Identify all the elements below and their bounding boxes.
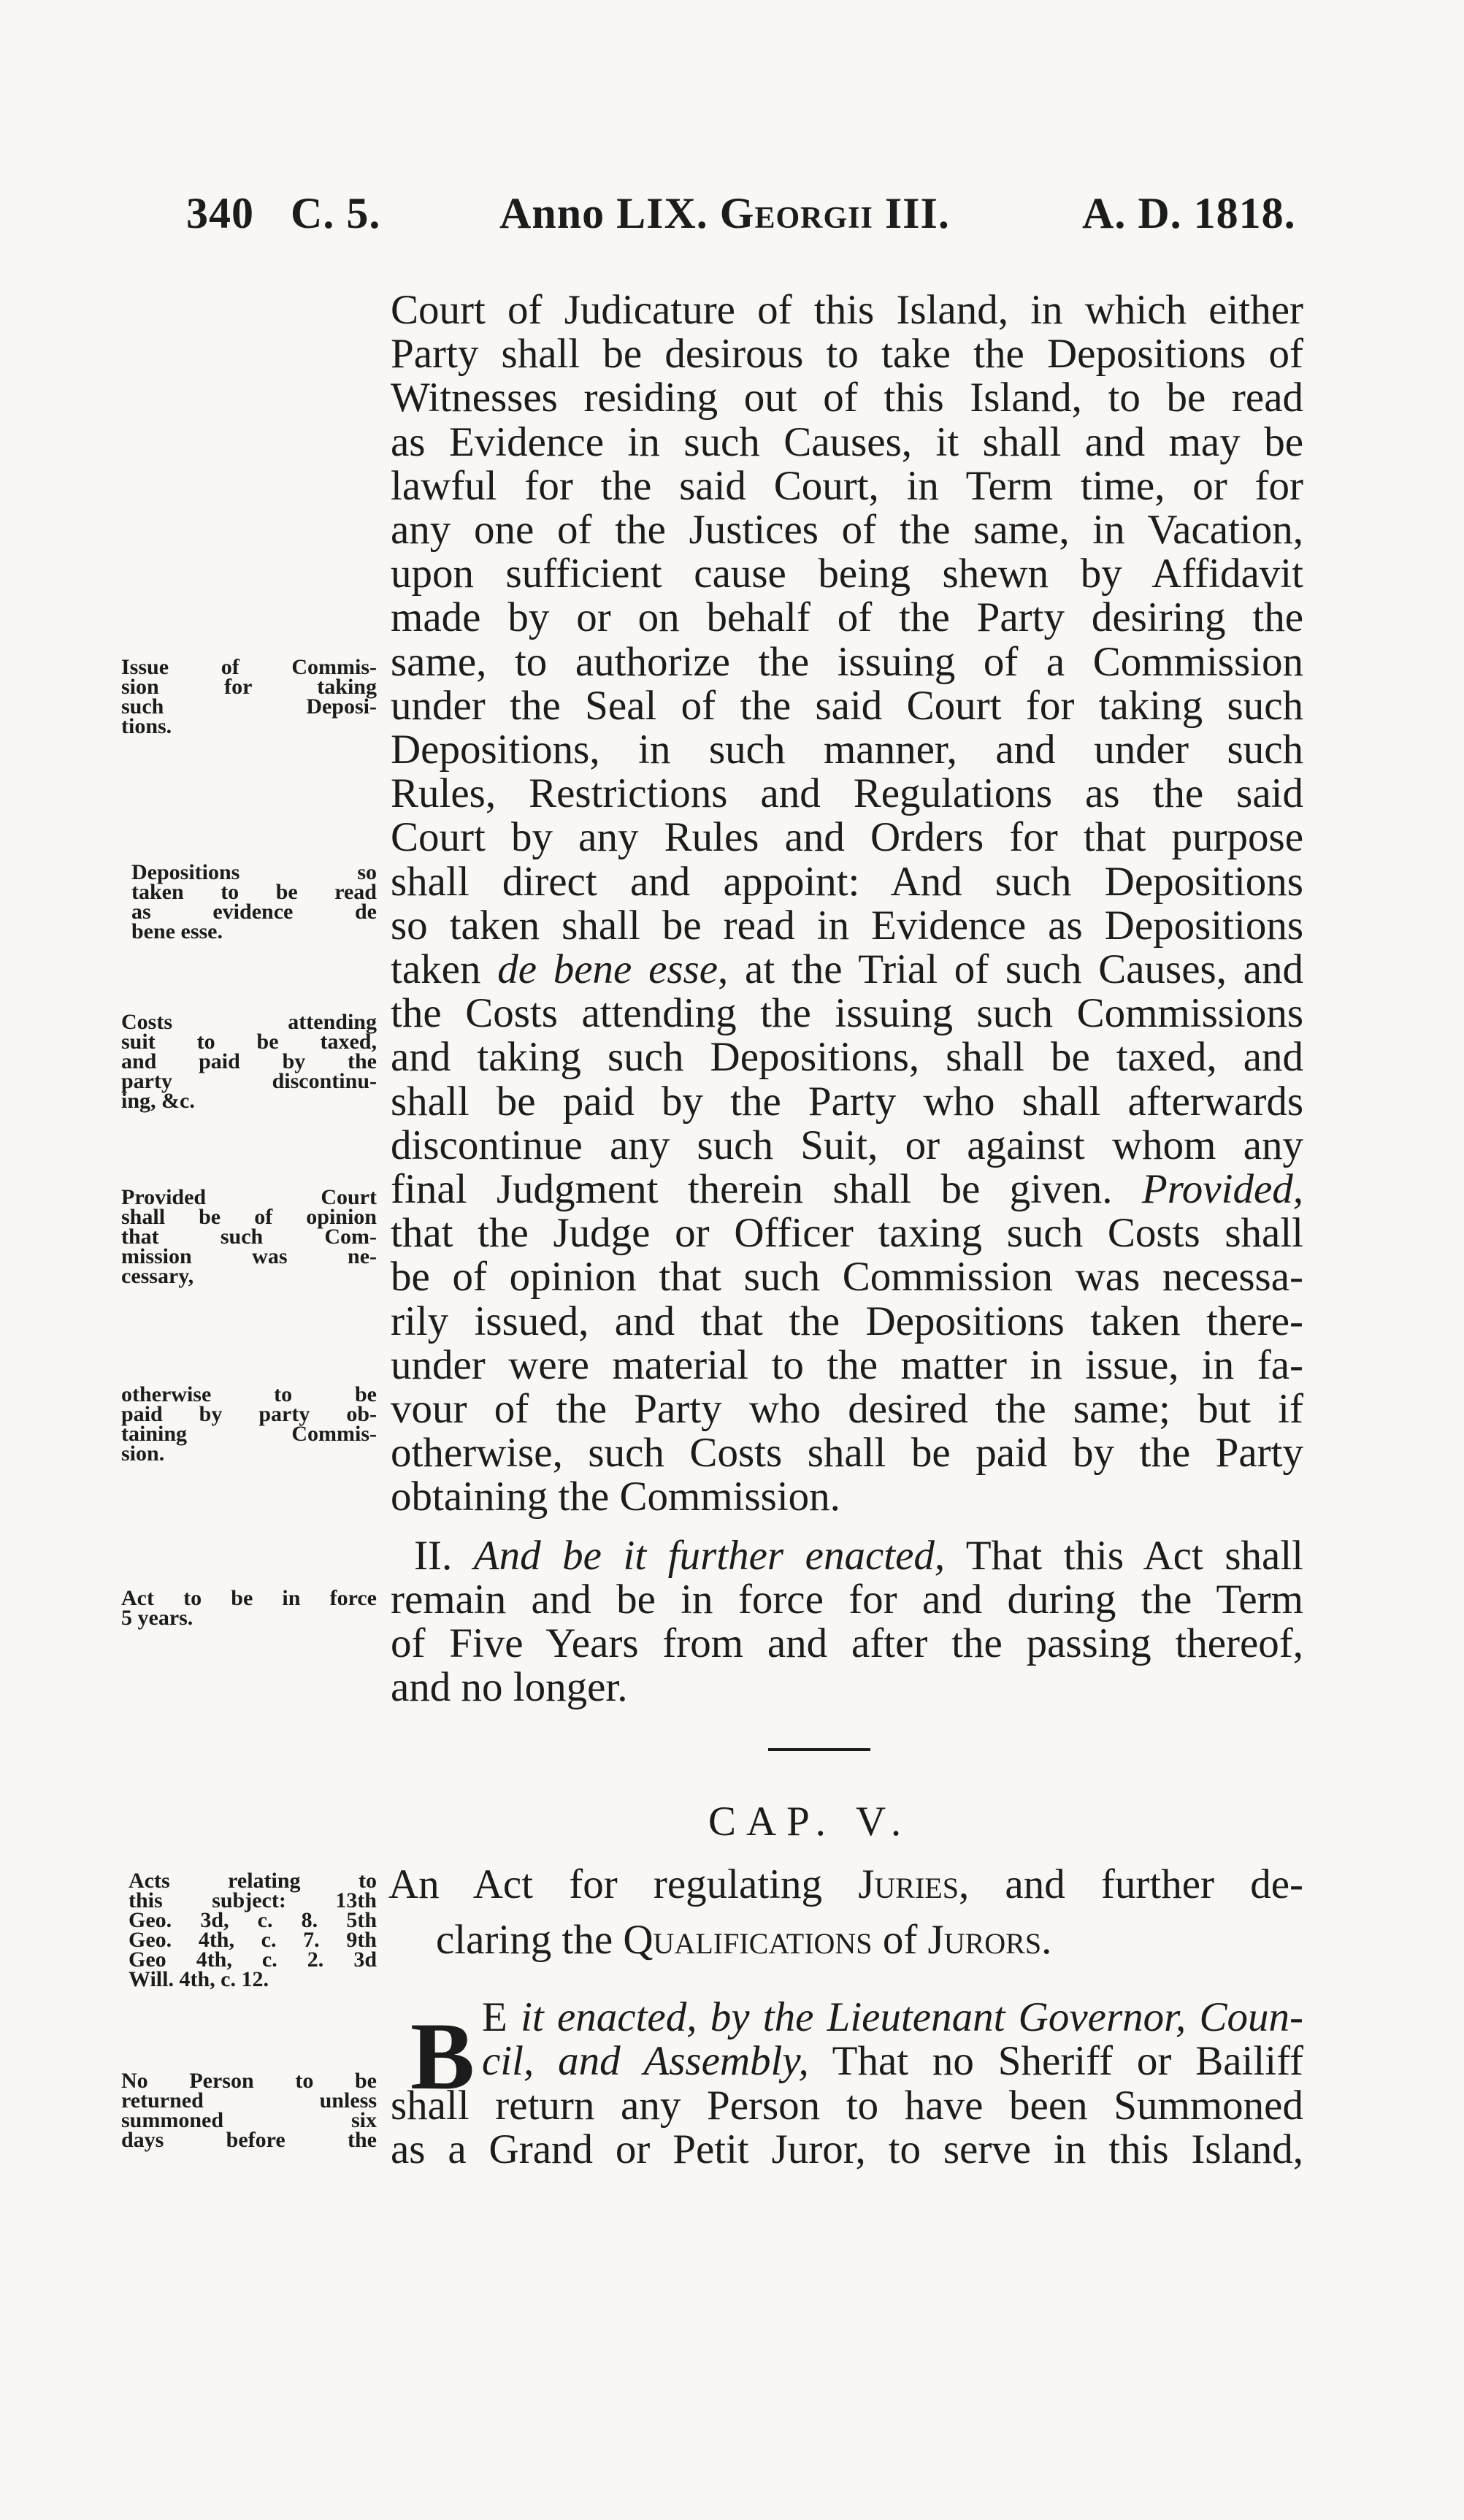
- text-run: final Judgment therein shall be given.: [391, 1166, 1142, 1212]
- section-divider: [768, 1748, 870, 1751]
- margin-note-line: Geo 4th, c. 2. 3d: [129, 1948, 377, 1972]
- margin-note-line: mission was ne-: [121, 1244, 377, 1268]
- margin-note-line: Provided Court: [121, 1185, 377, 1209]
- body-line: as Evidence in such Causes, it shall and may be: [391, 419, 1303, 465]
- margin-note-line: taken to be read: [131, 880, 377, 904]
- chapter-number: C. 5.: [291, 189, 381, 237]
- italic-text-run: Provided,: [1141, 1166, 1303, 1212]
- body-line: Witnesses residing out of this Island, to be read: [391, 375, 1303, 421]
- body-line: remain and be in force for and during the Term: [391, 1577, 1303, 1623]
- body-line: Rules, Restrictions and Regulations as the said: [391, 770, 1303, 816]
- margin-note-line: sion.: [121, 1441, 165, 1466]
- margin-note-line: No Person to be: [121, 2069, 377, 2093]
- running-title: [499, 191, 950, 235]
- text-run: E: [482, 1994, 521, 2040]
- margin-note: [121, 1382, 377, 1466]
- margin-note-line: Acts relating to: [129, 1869, 377, 1893]
- text-run: That no Sheriff or Bailiff: [808, 2038, 1303, 2084]
- body-line: of Five Years from and after the passing thereof,: [391, 1620, 1303, 1666]
- margin-note-line: as evidence de: [131, 900, 377, 924]
- section-number: II.: [414, 1533, 474, 1579]
- italic-text-run: cil, and Assembly,: [482, 2038, 809, 2084]
- margin-note-line: sion for taking: [121, 675, 377, 699]
- italic-text-run: de bene esse: [497, 946, 718, 992]
- margin-note-line: Will. 4th, c. 12.: [129, 1967, 269, 1991]
- margin-note-line: days before the: [121, 2128, 377, 2152]
- margin-note-line: this subject: 13th: [129, 1888, 377, 1912]
- body-line: shall return any Person to have been Summoned: [391, 2083, 1303, 2129]
- drop-cap: B: [410, 2002, 475, 2110]
- margin-note-line: otherwise to be: [121, 1382, 377, 1406]
- margin-note: [121, 657, 377, 736]
- text-run: .: [1041, 1917, 1052, 1963]
- body-line: otherwise, such Costs shall be paid by the Party: [391, 1430, 1303, 1476]
- body-line: [391, 1168, 1303, 1210]
- margin-note-line: party discontinu-: [121, 1069, 377, 1093]
- margin-note-line: Geo. 4th, c. 7. 9th: [129, 1928, 377, 1952]
- running-title-prefix: Anno LIX.: [499, 189, 708, 237]
- body-line: shall be paid by the Party who shall afterwards: [391, 1079, 1303, 1125]
- body-line: vour of the Party who desired the same; but if: [391, 1386, 1303, 1432]
- body-line: rily issued, and that the Depositions taken there-: [391, 1298, 1303, 1344]
- body-line: be of opinion that such Commission was necessa-: [391, 1254, 1303, 1300]
- body-line: so taken shall be read in Evidence as Depositions: [391, 903, 1303, 949]
- margin-note-line: tions.: [121, 714, 172, 738]
- small-caps-run: Jurors: [927, 1917, 1042, 1963]
- text-run: An Act for regulating: [388, 1861, 859, 1907]
- body-line: as a Grand or Petit Juror, to serve in this Island,: [391, 2126, 1303, 2172]
- body-line: Court by any Rules and Orders for that purpose: [391, 814, 1303, 860]
- margin-note-line: suit to be taxed,: [121, 1030, 377, 1054]
- body-line: made by or on behalf of the Party desiring the: [391, 594, 1303, 640]
- body-line: shall direct and appoint: And such Depositions: [391, 859, 1303, 905]
- margin-note-line: Geo. 3d, c. 8. 5th: [129, 1908, 377, 1932]
- running-title-suffix: III.: [884, 189, 950, 237]
- margin-note: [121, 1187, 377, 1286]
- margin-note-line: returned unless: [121, 2088, 377, 2113]
- body-line: [391, 946, 1303, 992]
- body-line: any one of the Justices of the same, in Vacation,: [391, 507, 1303, 553]
- body-line: and no longer.: [391, 1664, 628, 1710]
- body-line: obtaining the Commission.: [391, 1474, 840, 1520]
- small-caps-run: Qualifications: [623, 1917, 873, 1963]
- margin-note-line: Act to be in force: [121, 1586, 377, 1610]
- margin-note-line: summoned six: [121, 2108, 377, 2132]
- act-title-line: [388, 1861, 1303, 1907]
- margin-note-line: Issue of Commis-: [121, 655, 377, 679]
- body-line: lawful for the said Court, in Term time, or for: [391, 463, 1303, 509]
- text-run: That this Act shall: [945, 1533, 1303, 1579]
- margin-note-line: that such Com-: [121, 1225, 377, 1249]
- text-run: , and further de-: [958, 1861, 1303, 1907]
- body-line: and taking such Depositions, shall be taxed, and: [391, 1034, 1303, 1080]
- body-line: same, to authorize the issuing of a Commission: [391, 639, 1303, 685]
- margin-note-line: Costs attending: [121, 1010, 377, 1034]
- act-title-line: [436, 1919, 1349, 1961]
- italic-text-run: And be it further enacted,: [473, 1533, 946, 1579]
- body-line: Court of Judicature of this Island, in which either: [391, 287, 1303, 333]
- text-run: , at the Trial of such Causes, and: [718, 946, 1303, 992]
- margin-note-line: taining Commis-: [121, 1422, 377, 1446]
- italic-text-run: it enacted, by the Lieutenant Governor, Coun-: [521, 1994, 1303, 2040]
- text-run: taken: [391, 946, 498, 992]
- text-run: of: [872, 1917, 928, 1963]
- body-line: upon sufficient cause being shewn by Affidavit: [391, 551, 1303, 597]
- body-line: under were material to the matter in issue, in fa-: [391, 1342, 1303, 1388]
- margin-note: [121, 1012, 377, 1111]
- margin-note-line: 5 years.: [121, 1606, 193, 1630]
- body-line: the Costs attending the issuing such Commissions: [391, 990, 1303, 1036]
- enact-line: [482, 2040, 1303, 2082]
- margin-note-line: shall be of opinion: [121, 1205, 377, 1229]
- margin-note: [131, 862, 377, 941]
- margin-note: [121, 1588, 377, 1628]
- margin-note-line: such Deposi-: [121, 694, 377, 719]
- body-line: discontinue any such Suit, or against whom any: [391, 1122, 1303, 1168]
- margin-note-line: bene esse.: [131, 919, 223, 943]
- margin-note-line: ing, &c.: [121, 1089, 195, 1113]
- section-two-line: [414, 1535, 1303, 1577]
- body-line: Party shall be desirous to take the Depositions of: [391, 331, 1303, 377]
- enact-line: [482, 1996, 1303, 2038]
- margin-note-line: cessary,: [121, 1264, 194, 1288]
- text-run: claring the: [436, 1917, 624, 1963]
- page-number: 340: [186, 189, 254, 237]
- running-year: A. D. 1818.: [1082, 189, 1296, 237]
- body-line: under the Seal of the said Court for taking such: [391, 683, 1303, 729]
- running-title-name: Georgii: [719, 189, 873, 237]
- margin-note: [129, 1871, 377, 1989]
- margin-note: [121, 2071, 377, 2150]
- margin-note-line: Depositions so: [131, 860, 377, 884]
- margin-note-line: paid by party ob-: [121, 1402, 377, 1426]
- small-caps-run: Juries: [858, 1861, 959, 1907]
- chapter-heading: CAP. V.: [708, 1799, 912, 1845]
- body-line: that the Judge or Officer taxing such Costs shall: [391, 1210, 1303, 1256]
- body-line: Depositions, in such manner, and under such: [391, 727, 1303, 773]
- margin-note-line: and paid by the: [121, 1049, 377, 1073]
